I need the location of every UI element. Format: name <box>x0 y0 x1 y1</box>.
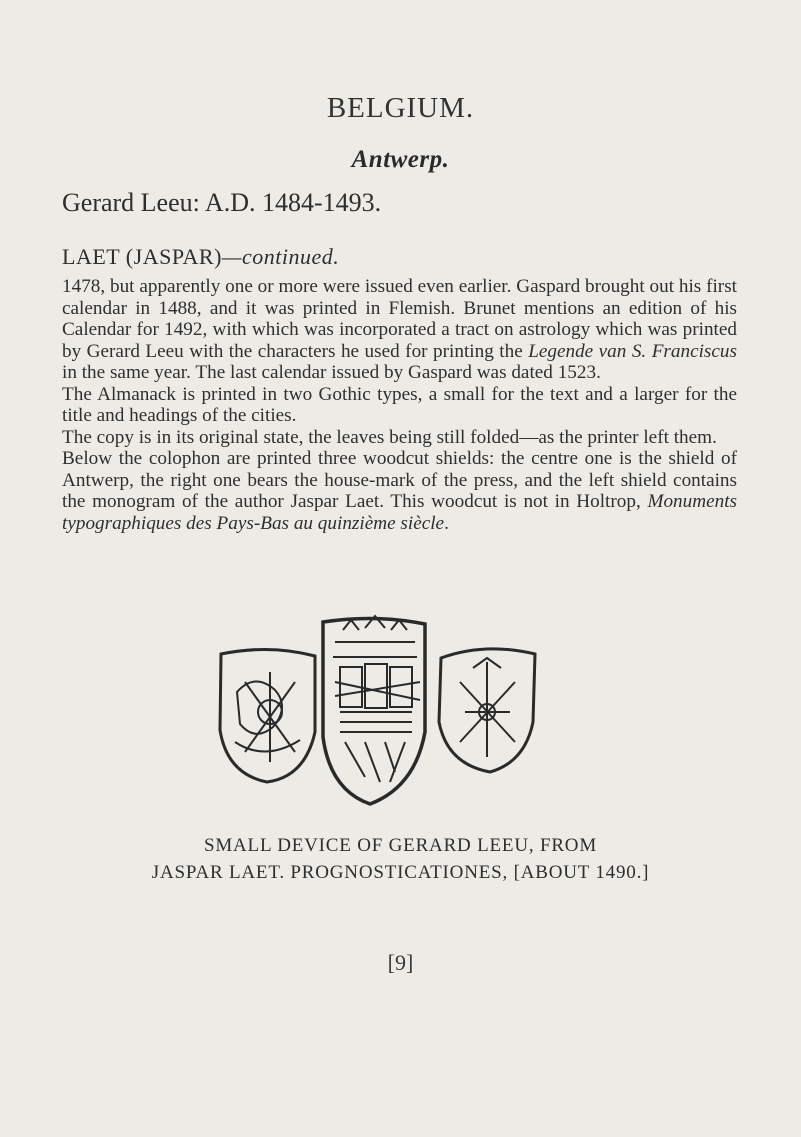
paragraph: Below the colophon are printed three woodcut shields: the centre one is the shield of Antwerp, the right one bears the house-mark of the press, and the left shield contains the monogram of the author Jaspar Laet. This woodcut is not in Holtrop, Monuments typographiques des Pays-Bas au quinzième siècle. <box>62 448 737 534</box>
paragraph: 1478, but apparently one or more were issued even earlier. Gaspard brought out his first calendar in 1488, and it was printed in Flemish. Brunet mentions an edition of his Calendar for 1492, with which was incorporated a tract on astrology which was printed by Gerard Leeu with the characters he used for printing the Legende van S. Franciscus in the same year. The last calendar issued by Gaspard was dated 1523. <box>62 276 737 383</box>
right-shield-house-mark <box>439 649 535 772</box>
caption-line-1: SMALL DEVICE OF GERARD LEEU, FROM <box>203 835 598 856</box>
woodcut-device-image <box>215 612 540 807</box>
section-continued: —continued. <box>221 244 340 269</box>
center-shield-antwerp <box>323 616 425 804</box>
city-heading: Antwerp. <box>351 146 450 173</box>
section-name: LAET (JASPAR) <box>62 244 222 269</box>
section-title <box>62 244 339 270</box>
printer-title: Gerard Leeu: A.D. 1484-1493. <box>62 188 382 217</box>
figure-caption <box>0 832 801 886</box>
country-heading: BELGIUM. <box>326 92 475 124</box>
body-text <box>62 276 737 534</box>
paragraph: The Almanack is printed in two Gothic types, a small for the text and a larger for the title and headings of the cities. <box>62 383 737 426</box>
caption-line-2: JASPAR LAET. PROGNOSTICATIONES, [ABOUT 1490.] <box>151 862 650 883</box>
paragraph: The copy is in its original state, the leaves being still folded—as the printer left them. <box>62 426 717 448</box>
left-shield-monogram <box>220 649 315 782</box>
page-number: [9] <box>387 950 414 975</box>
